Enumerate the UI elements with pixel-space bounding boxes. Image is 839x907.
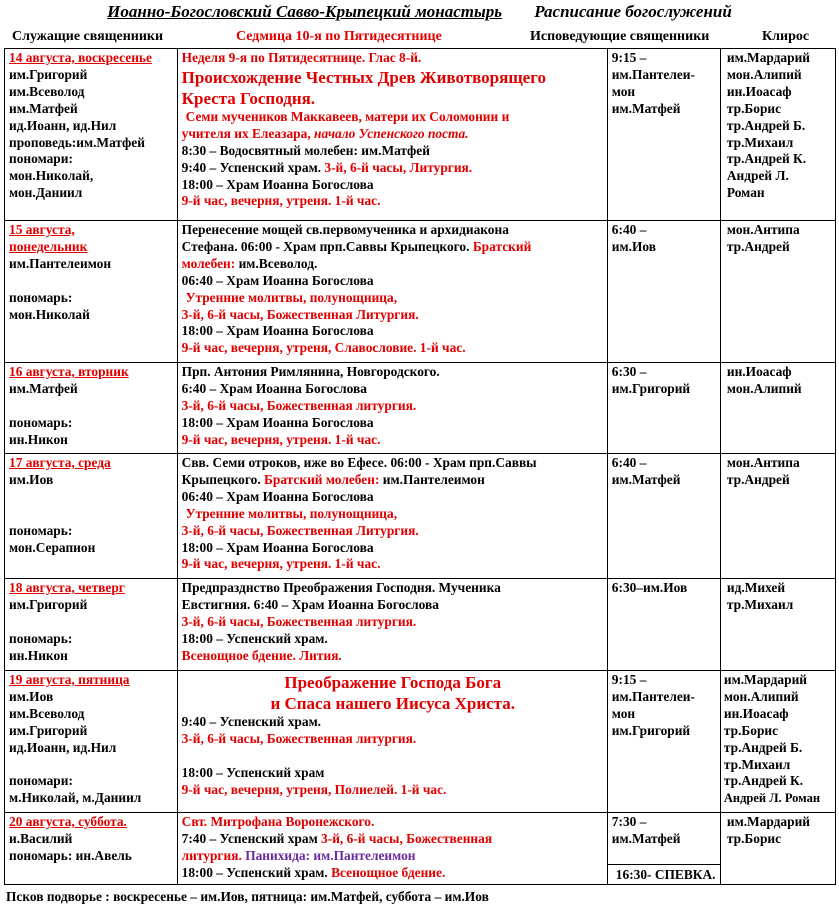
saints-line: Прп. Антония Римлянина, Новгородского. — [181, 364, 440, 379]
confession-cell — [607, 221, 720, 363]
priest-name: им.Матфей — [9, 380, 78, 396]
choir-member: тр.Андрей К. — [726, 151, 807, 167]
choir-cell — [720, 221, 835, 363]
service-time: 18:00 – Храм Иоанна Богослова — [181, 414, 374, 430]
service-cell — [177, 221, 607, 363]
day-date: 17 августа, среда — [9, 455, 111, 470]
confession-time: 6:40 – — [611, 222, 647, 237]
schedule-title: Расписание богослужений — [534, 2, 732, 21]
service-type: молебен: — [181, 255, 236, 271]
choir-member: им.Мардарий — [726, 814, 811, 829]
priest-name: ид.Иоанн, ид.Нил — [9, 739, 117, 755]
altar-server: мон.Николай — [9, 306, 90, 322]
confession-time: 7:30 – — [611, 814, 647, 829]
service-time: 9:40 – Успенский храм. — [181, 714, 322, 729]
choir-member: мон.Алипий — [723, 688, 799, 704]
confession-time: 6:30 – — [611, 364, 647, 379]
service-type: Утренние молитвы, полунощница, — [185, 505, 398, 521]
choir-member: тр.Борис — [726, 830, 782, 846]
day-date: 18 августа, четверг — [9, 580, 125, 595]
service-time: 9:40 – Успенский храм. — [181, 159, 322, 175]
priest-name: им.Матфей — [9, 100, 78, 116]
service-type: Всенощное бдение. Лития. — [181, 647, 342, 663]
priests-cell — [5, 363, 178, 454]
day-date: 16 августа, вторник — [9, 364, 129, 379]
feast-title: Происхождение Честных Древ Животворящего — [181, 67, 547, 87]
priests-cell — [5, 49, 178, 221]
choir-member: тр.Андрей — [726, 238, 790, 254]
feast-title: Преображение Господа Бога — [284, 673, 502, 692]
service-type: 9-й час, вечерня, утреня. 1-й час. — [181, 556, 381, 572]
rehearsal-note — [608, 864, 720, 884]
table-row — [5, 49, 836, 221]
preacher: проповедь:им.Матфей — [9, 134, 145, 150]
saints-line: Свт. Митрофана Воронежского. — [181, 814, 375, 829]
choir-member: ид.Михей — [726, 580, 786, 595]
priest-name: им.Всеволод — [9, 83, 85, 99]
confessor: им.Пантелеи- — [611, 688, 695, 704]
service-time: 18:00 – Храм Иоанна Богослова — [181, 539, 374, 555]
service-time: 18:00 – Храм Иоанна Богослова — [181, 176, 374, 192]
choir-member: Андрей Л. Роман — [723, 791, 821, 806]
choir-member: ин.Иоасаф — [723, 705, 789, 721]
priest-name: и.Василий — [9, 830, 73, 846]
altar-server: ин.Никон — [9, 647, 68, 663]
choir-member: мон.Алипий — [726, 380, 802, 396]
choir-member: тр.Борис — [723, 722, 779, 738]
altar-server: мон.Николай, — [9, 168, 94, 184]
service-type: 9-й час, вечерня, утреня, Славословие. 1-й час. — [181, 340, 466, 356]
service-cell — [177, 49, 607, 221]
service-type: 3-й, 6-й часы, Божественная литургия. — [181, 397, 417, 413]
choir-member: тр.Андрей Б. — [726, 117, 806, 133]
priests-cell — [5, 221, 178, 363]
service-type: 3-й, 6-й часы, Божественная — [321, 830, 493, 846]
service-type: Утренние молитвы, полунощница, — [185, 289, 398, 305]
week-line: Неделя 9-я по Пятидесятнице. Глас 8-й. — [181, 50, 422, 65]
priest-name: ид.Иоанн, ид.Нил — [9, 117, 117, 133]
priest-name: им.Пантелеимон — [382, 471, 485, 487]
service-type: Братский молебен: — [264, 471, 380, 487]
table-row — [5, 363, 836, 454]
column-headers — [0, 28, 839, 48]
choir-member: ин.Иоасаф — [726, 83, 792, 99]
service-type: 3-й, 6-й часы, Божественная Литургия. — [181, 306, 419, 322]
saints-line: Предпразднство Преображения Господня. Мученика — [181, 580, 501, 595]
choir-cell — [720, 363, 835, 454]
altar-servers-label: пономарь: — [9, 414, 73, 430]
confession-time: 9:15 – — [611, 50, 647, 65]
document-title — [0, 0, 839, 26]
day-date: 14 августа, воскресенье — [9, 50, 152, 65]
choir-member: им.Мардарий — [723, 672, 808, 687]
choir-member: тр.Михаил — [726, 134, 794, 150]
service-cell — [177, 454, 607, 579]
confessor: мон — [611, 83, 636, 99]
choir-member: тр.Борис — [726, 100, 782, 116]
altar-servers-label: пономарь: — [9, 847, 73, 863]
altar-server: ин.Авель — [75, 847, 132, 863]
confession-time: 9:15 – — [611, 672, 647, 687]
altar-servers-label: пономарь: — [9, 630, 73, 646]
service-type: 9-й час, вечерня, утреня. 1-й час. — [181, 193, 381, 209]
choir-member: тр.Михаил — [723, 756, 791, 772]
service-type: 3-й, 6-й часы, Божественная литургия. — [181, 730, 417, 746]
priest-name: им.Иов — [9, 471, 54, 487]
confessor: им.Матфей — [611, 471, 681, 487]
confession-cell — [607, 454, 720, 579]
confessor: им.Пантелеи- — [611, 66, 695, 82]
memorial-service: Панихида: им.Пантелеимон — [245, 847, 416, 863]
priests-cell — [5, 813, 178, 885]
rehearsal-time: 16:30- СПЕВКА. — [615, 867, 716, 883]
saints-line: учителя их Елеазара, — [181, 125, 311, 141]
confession-time: 6:40 – — [611, 455, 647, 470]
confessor: им.Матфей — [611, 830, 681, 846]
day-date: понедельник — [9, 238, 88, 254]
service-type: 3-й, 6-й часы, Литургия. — [324, 159, 473, 175]
priests-cell — [5, 579, 178, 671]
service-type: Братский — [472, 238, 532, 254]
priest-name: им.Григорий — [9, 722, 88, 738]
pskov-metochion-note: Псков подворье : воскресенье – им.Иов, пятница: им.Матфей, суббота – им.Иов — [6, 889, 489, 904]
confessor: им.Матфей — [611, 100, 681, 116]
choir-member: мон.Алипий — [726, 66, 802, 82]
feast-title: Креста Господня. — [181, 88, 316, 108]
header-choir: Клирос — [762, 29, 810, 44]
service-type: литургия. — [181, 847, 242, 863]
service-type: Всенощное бдение. — [331, 864, 446, 880]
confession-cell — [607, 579, 720, 671]
service-time: 6:40 – Храм Иоанна Богослова — [181, 380, 367, 396]
confession-cell — [607, 671, 720, 813]
service-type: 9-й час, вечерня, утреня. 1-й час. — [181, 431, 381, 447]
service-place: Крыпецкого. — [181, 471, 261, 487]
choir-cell — [720, 813, 835, 885]
priest-name: им.Григорий — [9, 66, 88, 82]
altar-servers-label: пономарь: — [9, 522, 73, 538]
header-week: Седмица 10-я по Пятидесятнице — [236, 29, 442, 44]
service-cell — [177, 671, 607, 813]
table-row — [5, 671, 836, 813]
table-row — [5, 579, 836, 671]
saints-line: Свв. Семи отроков, иже во Ефесе. 06:00 - Храм прп.Саввы — [181, 455, 537, 470]
confession-cell — [607, 813, 720, 885]
service-time: 06:40 – Храм Иоанна Богослова — [181, 272, 374, 288]
confession-cell — [607, 363, 720, 454]
choir-member: тр.Андрей Б. — [723, 739, 803, 755]
service-time: 7:40 – Успенский храм — [181, 830, 318, 846]
service-time: 8:30 – Водосвятный молебен: им.Матфей — [181, 142, 430, 158]
service-type: 3-й, 6-й часы, Божественная Литургия. — [181, 522, 419, 538]
service-time: Стефана. 06:00 - Храм прп.Саввы Крыпецкого. — [181, 238, 470, 254]
service-cell — [177, 579, 607, 671]
service-type: 3-й, 6-й часы, Божественная литургия. — [181, 613, 417, 629]
altar-server: м.Николай, м.Даниил — [9, 790, 142, 806]
choir-member: ин.Иоасаф — [726, 364, 792, 379]
priest-name: им.Иов — [9, 688, 54, 704]
monastery-name: Иоанно-Богословский Савво-Крыпецкий монастырь — [107, 2, 503, 21]
choir-cell — [720, 49, 835, 221]
priests-cell — [5, 454, 178, 579]
altar-server: ин.Никон — [9, 431, 68, 447]
priest-name: им.Всеволод. — [238, 255, 318, 271]
confessor: им.Григорий — [611, 722, 691, 738]
table-row — [5, 813, 836, 885]
day-date: 20 августа, суббота. — [9, 814, 127, 829]
service-type: 9-й час, вечерня, утреня, Полиелей. 1-й час. — [181, 781, 447, 797]
choir-member: Андрей Л. — [726, 168, 789, 184]
table-row — [5, 454, 836, 579]
fast-start: начало Успенского поста. — [314, 125, 469, 141]
service-cell — [177, 363, 607, 454]
service-time: 18:00 – Успенский храм. — [181, 864, 328, 880]
service-time: 18:00 – Успенский храм — [181, 764, 325, 780]
feast-title: и Спаса нашего Иисуса Христа. — [270, 694, 515, 713]
choir-member: тр.Андрей К. — [723, 773, 804, 789]
day-date: 15 августа, — [9, 222, 75, 237]
saints-line: Перенесение мощей св.первомученика и архидиакона — [181, 222, 509, 237]
schedule-table — [4, 48, 836, 885]
saints-line: Семи мучеников Маккавеев, матери их Соломонии и — [185, 108, 510, 124]
service-time: 18:00 – Храм Иоанна Богослова — [181, 323, 374, 339]
priests-cell — [5, 671, 178, 813]
priest-name: им.Григорий — [9, 596, 88, 612]
choir-cell — [720, 454, 835, 579]
choir-member: тр.Андрей — [726, 471, 790, 487]
altar-server: мон.Даниил — [9, 185, 83, 201]
table-row — [5, 221, 836, 363]
service-time: 18:00 – Успенский храм. — [181, 630, 328, 646]
day-date: 19 августа, пятница — [9, 672, 130, 687]
confession-cell — [607, 49, 720, 221]
choir-member: Роман — [726, 185, 765, 201]
choir-cell — [720, 579, 835, 671]
altar-servers-label: пономарь: — [9, 289, 73, 305]
choir-member: мон.Антипа — [726, 222, 800, 237]
choir-member: им.Мардарий — [726, 50, 811, 65]
service-cell — [177, 813, 607, 885]
priest-name: им.Всеволод — [9, 705, 85, 721]
choir-member: тр.Михаил — [726, 596, 794, 612]
confessor: мон — [611, 705, 636, 721]
priest-name: им.Пантелеимон — [9, 255, 112, 271]
altar-servers-label: пономари: — [9, 773, 73, 789]
service-time: Евстигния. 6:40 – Храм Иоанна Богослова — [181, 596, 439, 612]
header-confessors: Исповедующие священники — [530, 29, 710, 44]
altar-servers-label: пономари: — [9, 151, 73, 167]
service-time: 06:40 – Храм Иоанна Богослова — [181, 488, 374, 504]
altar-server: мон.Серапион — [9, 539, 96, 555]
confession-time: 6:30–им.Иов — [611, 580, 688, 595]
choir-member: мон.Антипа — [726, 455, 800, 470]
header-priests: Служащие священники — [12, 29, 164, 44]
choir-cell — [720, 671, 835, 813]
confessor: им.Григорий — [611, 380, 691, 396]
confessor: им.Иов — [611, 238, 656, 254]
